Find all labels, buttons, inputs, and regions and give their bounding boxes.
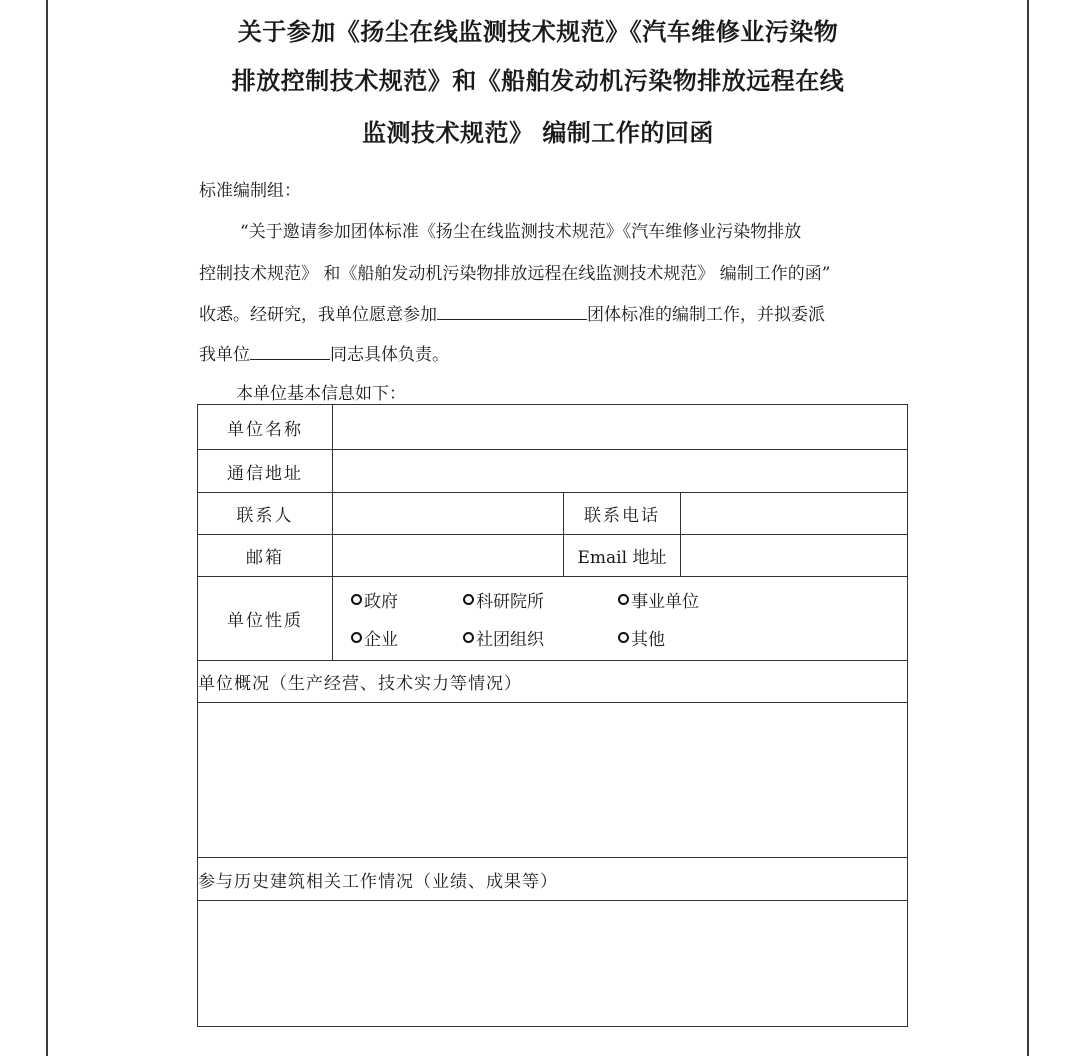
radio-label: 社团组织: [476, 630, 544, 650]
contact-field[interactable]: [333, 493, 564, 535]
unit-nature-options: [333, 577, 908, 661]
paragraph-line-1: “关于邀请参加团体标准《扬尘在线监测技术规范》《汽车维修业污染物排放: [240, 222, 802, 242]
contact-label: 联系人: [198, 493, 333, 535]
history-field[interactable]: [198, 901, 908, 1027]
paragraph-line-4: [199, 340, 449, 365]
radio-government[interactable]: [333, 587, 463, 612]
radio-label: 科研院所: [476, 592, 544, 612]
radio-label: 企业: [364, 630, 398, 650]
radio-enterprise[interactable]: [333, 625, 463, 650]
history-label: 参与历史建筑相关工作情况（业绩、成果等）: [198, 858, 908, 901]
unit-nature-label: 单位性质: [198, 577, 333, 661]
overview-label: 单位概况（生产经营、技术实力等情况）: [198, 661, 908, 703]
radio-social-organization[interactable]: [463, 625, 618, 650]
table-row: [198, 858, 908, 901]
postcode-field[interactable]: [333, 535, 564, 577]
radio-circle-icon: [351, 594, 362, 605]
table-row: [198, 535, 908, 577]
table-row: [198, 901, 908, 1027]
document-title-line-2: 排放控制技术规范》和《船舶发动机污染物排放远程在线: [231, 67, 845, 95]
radio-other[interactable]: [618, 625, 758, 650]
table-row: [198, 661, 908, 703]
radio-circle-icon: [463, 594, 474, 605]
document-title-line-3: 监测技术规范》 编制工作的回函: [362, 119, 714, 147]
paragraph-line-4-end: 同志具体负责。: [330, 345, 449, 365]
email-field[interactable]: [681, 535, 908, 577]
table-row: [198, 405, 908, 450]
table-row: [198, 450, 908, 493]
radio-label: 其他: [631, 630, 665, 650]
paragraph-line-3: [199, 300, 825, 325]
radio-label: 事业单位: [631, 592, 699, 612]
radio-public-institution[interactable]: [618, 587, 758, 612]
standard-name-blank[interactable]: [437, 319, 587, 320]
address-label: 通信地址: [198, 450, 333, 493]
radio-label: 政府: [364, 592, 398, 612]
info-intro: 本单位基本信息如下：: [236, 384, 406, 404]
paragraph-line-2: 控制技术规范》 和《船舶发动机污染物排放远程在线监测技术规范》 编制工作的函”: [199, 264, 831, 284]
page-border-left: [46, 0, 48, 1056]
unit-info-table: [197, 404, 908, 1027]
radio-research-institute[interactable]: [463, 587, 618, 612]
page-border-right: [1027, 0, 1029, 1056]
overview-field[interactable]: [198, 703, 908, 858]
postcode-label: 邮箱: [198, 535, 333, 577]
address-field[interactable]: [333, 450, 908, 493]
salutation: 标准编制组：: [199, 181, 301, 201]
radio-circle-icon: [618, 632, 629, 643]
email-label: Email 地址: [564, 535, 681, 577]
radio-circle-icon: [463, 632, 474, 643]
delegate-name-blank[interactable]: [250, 359, 330, 360]
unit-name-field[interactable]: [333, 405, 908, 450]
table-row: [198, 577, 908, 661]
phone-field[interactable]: [681, 493, 908, 535]
radio-circle-icon: [351, 632, 362, 643]
unit-name-label: 单位名称: [198, 405, 333, 450]
paragraph-line-3-start: 收悉。经研究，我单位愿意参加: [199, 305, 437, 325]
document-title-line-1: 关于参加《扬尘在线监测技术规范》《汽车维修业污染物: [237, 18, 839, 46]
radio-circle-icon: [618, 594, 629, 605]
paragraph-line-4-start: 我单位: [199, 345, 250, 365]
table-row: [198, 703, 908, 858]
phone-label: 联系电话: [564, 493, 681, 535]
paragraph-line-3-end: 团体标准的编制工作，并拟委派: [587, 305, 825, 325]
table-row: [198, 493, 908, 535]
